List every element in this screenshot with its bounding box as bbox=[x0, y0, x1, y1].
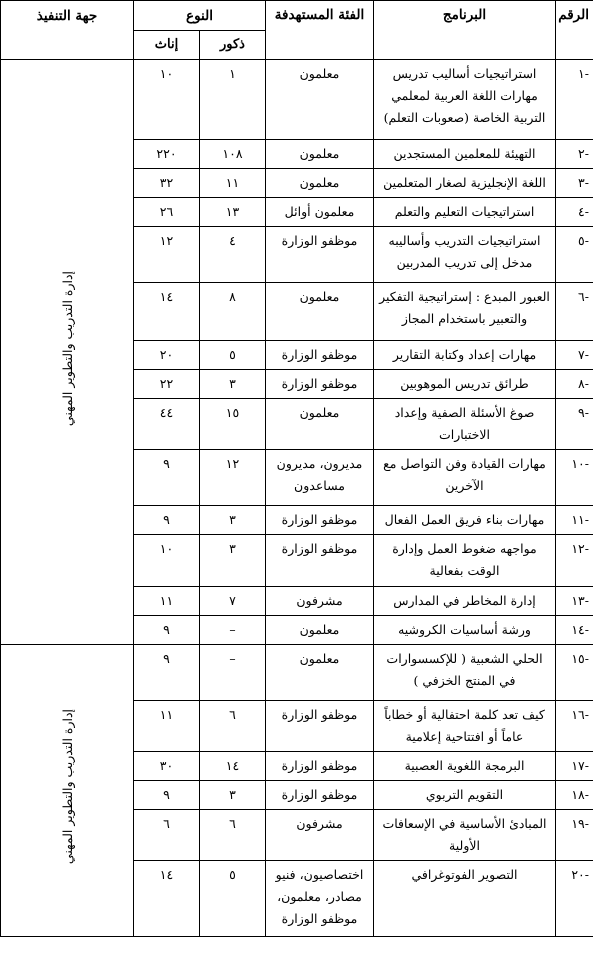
male-count: – bbox=[200, 616, 266, 645]
target-group: معلمون bbox=[266, 140, 374, 169]
female-count: ٣٠ bbox=[134, 752, 200, 781]
male-count: ٣ bbox=[200, 781, 266, 810]
program-name: المبادئ الأساسية في الإسعافات الأولية bbox=[374, 810, 556, 861]
male-count: ١١ bbox=[200, 169, 266, 198]
program-name: البرمجة اللغوية العصبية bbox=[374, 752, 556, 781]
male-count: ٣ bbox=[200, 535, 266, 587]
male-count: ٧ bbox=[200, 587, 266, 616]
program-name: صوغ الأسئلة الصفية وإعداد الاختبارات bbox=[374, 399, 556, 450]
male-count: ١٣ bbox=[200, 198, 266, 227]
target-group: موظفو الوزارة bbox=[266, 535, 374, 587]
female-count: ٩ bbox=[134, 645, 200, 701]
row-number: -٩ bbox=[556, 399, 593, 450]
row-number: -١٦ bbox=[556, 701, 593, 752]
target-group: موظفو الوزارة bbox=[266, 752, 374, 781]
program-name: التقويم التربوي bbox=[374, 781, 556, 810]
female-count: ١٤ bbox=[134, 861, 200, 937]
agency-cell bbox=[1, 60, 134, 645]
row-number: -١١ bbox=[556, 506, 593, 535]
target-group: معلمون أوائل bbox=[266, 198, 374, 227]
header-target: الفئة المستهدفة bbox=[266, 1, 374, 60]
male-count: ٦ bbox=[200, 701, 266, 752]
row-number: -٧ bbox=[556, 341, 593, 370]
target-group: معلمون bbox=[266, 616, 374, 645]
male-count: ٨ bbox=[200, 283, 266, 341]
female-count: ١٠ bbox=[134, 535, 200, 587]
female-count: ١٠ bbox=[134, 60, 200, 140]
male-count: ١٥ bbox=[200, 399, 266, 450]
female-count: ٩ bbox=[134, 781, 200, 810]
program-name: استراتيجيات التدريب وأساليبه مدخل إلى تدريب المدربين bbox=[374, 227, 556, 283]
row-number: -١٣ bbox=[556, 587, 593, 616]
target-group: موظفو الوزارة bbox=[266, 227, 374, 283]
female-count: ٩ bbox=[134, 506, 200, 535]
male-count: ١٢ bbox=[200, 450, 266, 506]
header-program: البرنامج bbox=[374, 1, 556, 60]
male-count: ١ bbox=[200, 60, 266, 140]
female-count: ٢٠ bbox=[134, 341, 200, 370]
target-group: موظفو الوزارة bbox=[266, 506, 374, 535]
program-name: ورشة أساسيات الكروشيه bbox=[374, 616, 556, 645]
row-number: -٤ bbox=[556, 198, 593, 227]
row-number: -١٩ bbox=[556, 810, 593, 861]
female-count: ٦ bbox=[134, 810, 200, 861]
row-number: -١ bbox=[556, 60, 593, 140]
target-group: مشرفون bbox=[266, 587, 374, 616]
target-group: مشرفون bbox=[266, 810, 374, 861]
program-name: التهيئة للمعلمين المستجدين bbox=[374, 140, 556, 169]
male-count: ٦ bbox=[200, 810, 266, 861]
program-name: اللغة الإنجليزية لصغار المتعلمين bbox=[374, 169, 556, 198]
row-number: -٣ bbox=[556, 169, 593, 198]
program-name: مواجهه ضغوط العمل وإدارة الوقت بفعالية bbox=[374, 535, 556, 587]
program-name: مهارات القيادة وفن التواصل مع الآخرين bbox=[374, 450, 556, 506]
program-name: استراتيجيات أساليب تدريس مهارات اللغة العربية لمعلمي التربية الخاصة (صعوبات التعلم) bbox=[374, 60, 556, 140]
female-count: ٢٦ bbox=[134, 198, 200, 227]
row-number: -١٧ bbox=[556, 752, 593, 781]
agency-label: إدارة التدريب والتطوير المهني bbox=[59, 270, 75, 427]
row-number: -٢٠ bbox=[556, 861, 593, 937]
female-count: ١١ bbox=[134, 701, 200, 752]
target-group: مديرون، مديرون مساعدون bbox=[266, 450, 374, 506]
header-agency: جهة التنفيذ bbox=[1, 1, 134, 60]
male-count: ٥ bbox=[200, 861, 266, 937]
agency-label: إدارة التدريب والتطوير المهني bbox=[59, 709, 75, 865]
female-count: ١١ bbox=[134, 587, 200, 616]
program-name: العبور المبدع : إستراتيجية التفكير والتعبير باستخدام المجاز bbox=[374, 283, 556, 341]
program-name: التصوير الفوتوغرافي bbox=[374, 861, 556, 937]
row-number: -١٠ bbox=[556, 450, 593, 506]
header-female: إناث bbox=[134, 31, 200, 60]
header-type: النوع bbox=[134, 1, 266, 31]
row-number: -١٤ bbox=[556, 616, 593, 645]
program-name: مهارات إعداد وكتابة التقارير bbox=[374, 341, 556, 370]
female-count: ٢٢ bbox=[134, 370, 200, 399]
male-count: ١٠٨ bbox=[200, 140, 266, 169]
program-name: إدارة المخاطر في المدارس bbox=[374, 587, 556, 616]
header-male: ذكور bbox=[200, 31, 266, 60]
target-group: اختصاصيون، فنيو مصادر، معلمون، موظفو الوزارة bbox=[266, 861, 374, 937]
program-name: كيف تعد كلمة احتفالية أو خطاباً عاماً أو افتتاحية إعلامية bbox=[374, 701, 556, 752]
target-group: موظفو الوزارة bbox=[266, 370, 374, 399]
program-name: مهارات بناء فريق العمل الفعال bbox=[374, 506, 556, 535]
target-group: معلمون bbox=[266, 169, 374, 198]
male-count: ١٤ bbox=[200, 752, 266, 781]
female-count: ١٢ bbox=[134, 227, 200, 283]
female-count: ٢٢٠ bbox=[134, 140, 200, 169]
row-number: -٨ bbox=[556, 370, 593, 399]
target-group: موظفو الوزارة bbox=[266, 341, 374, 370]
male-count: ٣ bbox=[200, 370, 266, 399]
target-group: معلمون bbox=[266, 283, 374, 341]
female-count: ٩ bbox=[134, 450, 200, 506]
program-name: الحلي الشعبية ( للإكسسوارات في المنتج الخزفي ) bbox=[374, 645, 556, 701]
row-number: -٥ bbox=[556, 227, 593, 283]
row-number: -١٥ bbox=[556, 645, 593, 701]
male-count: ٣ bbox=[200, 506, 266, 535]
female-count: ١٤ bbox=[134, 283, 200, 341]
program-name: طرائق تدريس الموهوبين bbox=[374, 370, 556, 399]
target-group: موظفو الوزارة bbox=[266, 701, 374, 752]
male-count: ٥ bbox=[200, 341, 266, 370]
male-count: – bbox=[200, 645, 266, 701]
header-num: الرقم bbox=[556, 1, 593, 60]
row-number: -٢ bbox=[556, 140, 593, 169]
target-group: معلمون bbox=[266, 399, 374, 450]
table-row bbox=[1, 645, 593, 701]
row-number: -٦ bbox=[556, 283, 593, 341]
female-count: ٤٤ bbox=[134, 399, 200, 450]
target-group: معلمون bbox=[266, 60, 374, 140]
female-count: ٣٢ bbox=[134, 169, 200, 198]
table-row bbox=[1, 60, 593, 140]
target-group: معلمون bbox=[266, 645, 374, 701]
row-number: -١٢ bbox=[556, 535, 593, 587]
target-group: موظفو الوزارة bbox=[266, 781, 374, 810]
female-count: ٩ bbox=[134, 616, 200, 645]
program-name: استراتيجيات التعليم والتعلم bbox=[374, 198, 556, 227]
male-count: ٤ bbox=[200, 227, 266, 283]
row-number: -١٨ bbox=[556, 781, 593, 810]
agency-cell bbox=[1, 645, 134, 937]
